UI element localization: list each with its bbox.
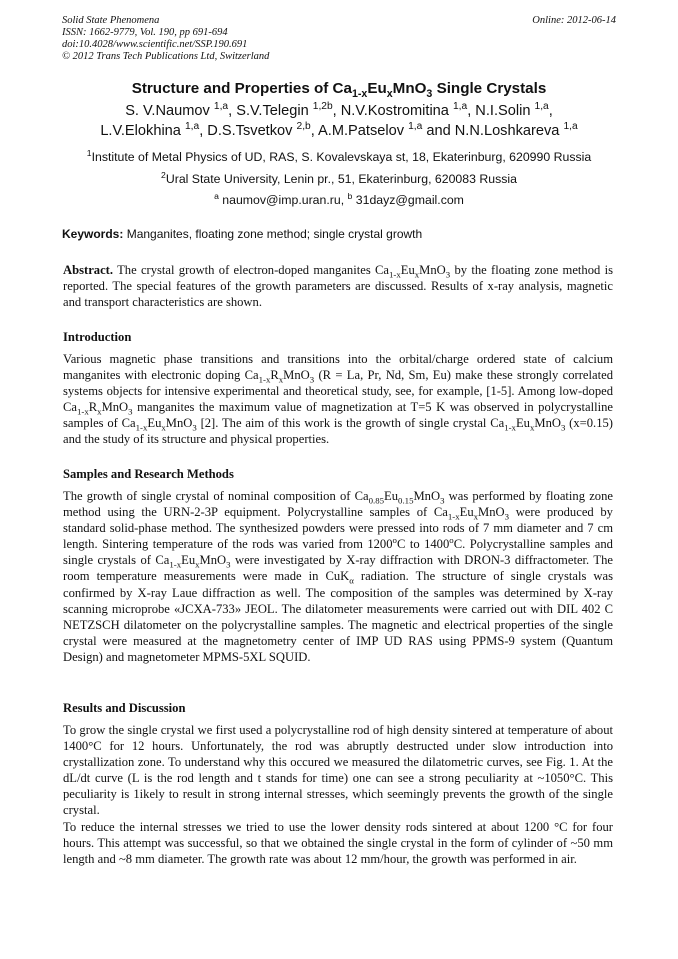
keywords-label: Keywords: <box>62 227 124 241</box>
journal-header <box>62 15 269 63</box>
heading-methods: Samples and Research Methods <box>63 467 234 481</box>
email-a[interactable]: naumov@imp.uran.ru, <box>218 193 348 207</box>
affiliation-2: $^2$Ural State University, Lenin pr., 51, Ekaterinburg, 620083 Russia <box>161 169 517 186</box>
keywords: Keywords: Manganites, floating zone method; single crystal growth <box>62 227 423 241</box>
journal-issn: ISSN: 1662-9779, Vol. 190, pp 691-694 <box>62 27 228 38</box>
email-line: $^a$ naumov@imp.uran.ru, $^b$ 31dayz@gmail.com <box>214 190 464 207</box>
abstract: Abstract. The crystal growth of electron-doped manganites $Ca_{1-x}Eu_xMnO_3$ by the floating zone method is reported. The special features of the growth parameters are discussed. Results of x-ray analysis, magnetic and transport characteristics are shown. <box>63 263 613 310</box>
heading-results: Results and Discussion <box>63 701 186 715</box>
results-paragraph-1: To grow the single crystal we first used a polycrystalline rod of high density sintered at temperature of about 1400°C for 12 hours. Unfortunately, the rod was abruptly destructed under slow introduction into crystallization zone. To understand why this occured we measured the dilatometric curves, see Fig. 1. At the dL/dt curve (L is the rod length and t stands for time) one can see a strong peculiarity at ~1050°C. This peculiarity is 1ikely to result in strong internal stresses, which seemingly prevents the growth of the single crystal. <box>63 723 613 818</box>
online-date: Online: 2012-06-14 <box>532 15 616 26</box>
author-list <box>30 101 648 141</box>
methods-paragraph: The growth of single crystal of nominal composition of $Ca_{0.85}Eu_{0.15}MnO_3$ was performed by floating zone method using the URN-2-3P equipment. Polycrystalline samples of $Ca_{1-x}Eu_xMnO_3$ were produced by standard solid-phase method. The synthesized powders were pressed into rods of 7 mm diameter and 7 cm length. Sintering temperature of the rods was varied from 1200$^o$C to 1400$^o$C. Polycrystalline samples and single crystals of $Ca_{1-x}Eu_xMnO_3$ were investigated by X-ray diffraction with DRON-3 diffractometer. The room temperature measurements were made in CuK$_\alpha$ radiation. The structure of single crystals was confirmed by X-ray Laue diffraction as well. The composition of the samples was determined by X-ray scanning microprobe «JCXA-733» JEOL. The dilatometer measurements were carried out with DIL 402 C NETZSCH dilatometer on the polycrystalline samples. The magnetic and electrical properties of the single crystal were measured at the magnetometry center of IMP UD RAS using PPMS-9 system (Quantum Design) and magnetometer MPMS-5XL SQUID. <box>63 489 613 664</box>
email-b[interactable]: 31dayz@gmail.com <box>352 193 464 207</box>
affiliation-1: $^1$Institute of Metal Physics of UD, RAS, S. Kovalevskaya st, 18, Ekaterinburg, 620990 Russia <box>86 147 592 164</box>
author-line-2: L.V.Elokhina $^{1,a}$, D.S.Tsvetkov $^{2,b}$, A.M.Patselov $^{1,a}$ and N.N.Loshkareva $^{1,a}$ <box>100 121 578 139</box>
introduction-paragraph: Various magnetic phase transitions and transitions into the orbital/charge ordered state of calcium manganites with electronic doping $Ca_{1-x}R_xMnO_3$ (R = La, Pr, Nd, Sm, Eu) make these strongly correlated systems objects for intensive experimental and theoretical study, see, for example, [1-5]. Among low-doped $Ca_{1-x}R_xMnO_3$ manganites the maximum value of magnetization at T=5 K was observed in polycrystalline samples of $Ca_{1-x}Eu_xMnO_3$ [2]. The aim of this work is the growth of single crystal $Ca_{1-x}Eu_xMnO_3$ (x=0.15) and the study of its structure and physical properties. <box>63 352 613 447</box>
abstract-label: Abstract. <box>63 263 114 277</box>
author-line-1: S. V.Naumov $^{1,a}$, S.V.Telegin $^{1,2b}$, N.V.Kostromitina $^{1,a}$, N.I.Solin $^{1,a}$, <box>125 101 553 119</box>
results-paragraph-2: To reduce the internal stresses we tried to use the lower density rods sintered at about 1200 °C for four hours. This attempt was successful, so that we obtained the single crystal in the form of cylinder of ~50 mm length and ~8 mm diameter. The growth rate was about 12 mm/hour, the growth was performed in air. <box>63 820 613 867</box>
journal-doi: doi:10.4028/www.scientific.net/SSP.190.691 <box>62 39 248 50</box>
paper-title: Structure and Properties of $Ca_{1-x}Eu_xMnO_3$ Single Crystals <box>131 80 547 101</box>
heading-introduction: Introduction <box>63 330 132 344</box>
journal-name: Solid State Phenomena <box>62 15 160 26</box>
journal-copyright: © 2012 Trans Tech Publications Ltd, Switzerland <box>62 51 270 62</box>
